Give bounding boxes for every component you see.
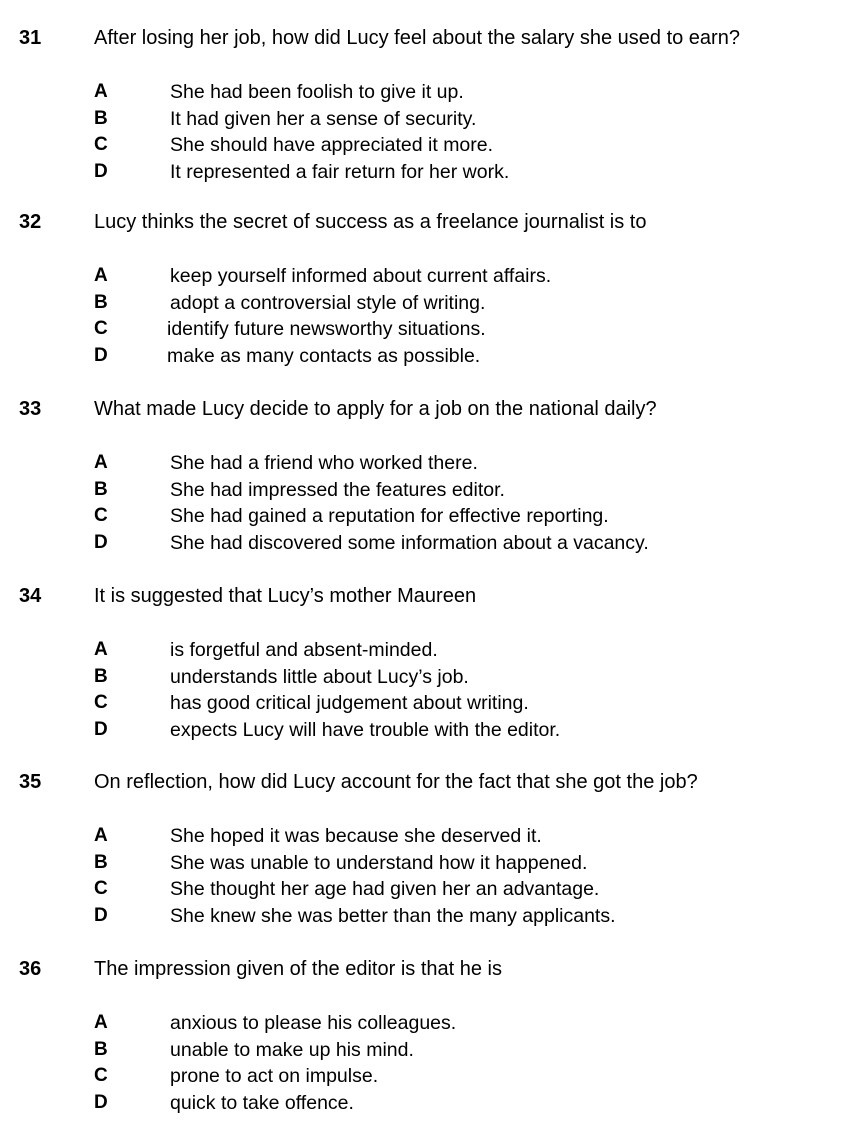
option-b[interactable]	[0, 664, 864, 691]
option-letter: C	[94, 692, 108, 713]
option-d[interactable]	[0, 159, 864, 186]
option-c[interactable]	[0, 132, 864, 159]
option-letter: D	[94, 531, 108, 553]
option-letter: B	[94, 851, 108, 873]
option-letter: C	[94, 878, 108, 899]
option-text: prone to act on impulse.	[170, 1065, 379, 1087]
option-a[interactable]	[0, 637, 864, 664]
question-number: 33	[19, 398, 42, 420]
option-letter: A	[94, 265, 108, 286]
option-letter: A	[94, 825, 108, 846]
option-a[interactable]	[0, 1010, 864, 1037]
answer-options	[0, 637, 864, 743]
question-stem: Lucy thinks the secret of success as a freelance journalist is to	[94, 211, 647, 233]
option-text: It represented a fair return for her work.	[170, 160, 510, 183]
option-text: adopt a controversial style of writing.	[170, 291, 486, 314]
question-number: 31	[19, 27, 42, 49]
question-stem: The impression given of the editor is that he is	[94, 958, 502, 980]
question-number: 35	[19, 771, 42, 793]
option-b[interactable]	[0, 106, 864, 133]
question-number: 32	[19, 211, 42, 233]
question-number: 34	[19, 585, 42, 607]
option-b[interactable]	[0, 290, 864, 317]
option-text: make as many contacts as possible.	[167, 344, 481, 367]
option-letter: D	[94, 904, 108, 926]
question-stem: After losing her job, how did Lucy feel about the salary she used to earn?	[94, 27, 740, 49]
option-letter: D	[94, 160, 108, 182]
option-text: understands little about Lucy’s job.	[170, 665, 469, 688]
option-d[interactable]	[0, 1090, 864, 1117]
option-letter: B	[94, 1038, 108, 1060]
option-letter: A	[94, 81, 108, 102]
option-c[interactable]	[0, 876, 864, 903]
option-a[interactable]	[0, 823, 864, 850]
option-b[interactable]	[0, 850, 864, 877]
question-stem: On reflection, how did Lucy account for the fact that she got the job?	[94, 771, 698, 793]
option-c[interactable]	[0, 503, 864, 530]
question-number: 36	[19, 958, 42, 980]
option-d[interactable]	[0, 903, 864, 930]
option-d[interactable]	[0, 717, 864, 744]
option-letter: A	[94, 452, 108, 473]
option-text: She thought her age had given her an advantage.	[170, 878, 600, 900]
question-stem: It is suggested that Lucy’s mother Maureen	[94, 585, 477, 607]
option-a[interactable]	[0, 450, 864, 477]
option-letter: C	[94, 1065, 108, 1086]
answer-options	[0, 823, 864, 929]
option-d[interactable]	[0, 530, 864, 557]
option-text: identify future newsworthy situations.	[167, 318, 486, 340]
option-b[interactable]	[0, 1037, 864, 1064]
answer-options	[0, 450, 864, 556]
option-letter: C	[94, 134, 108, 155]
option-text: She had discovered some information about a vacancy.	[170, 531, 649, 554]
option-text: is forgetful and absent-minded.	[170, 639, 438, 661]
option-text: unable to make up his mind.	[170, 1038, 414, 1061]
option-text: It had given her a sense of security.	[170, 107, 477, 130]
option-letter: A	[94, 639, 108, 660]
option-text: She had been foolish to give it up.	[170, 81, 464, 103]
option-letter: D	[94, 718, 108, 740]
option-letter: B	[94, 107, 108, 129]
option-letter: B	[94, 291, 108, 313]
option-letter: B	[94, 665, 108, 687]
option-text: She knew she was better than the many applicants.	[170, 904, 616, 927]
option-text: quick to take offence.	[170, 1091, 354, 1114]
option-text: has good critical judgement about writing.	[170, 692, 529, 714]
option-letter: C	[94, 505, 108, 526]
option-letter: C	[94, 318, 108, 339]
option-text: keep yourself informed about current affairs.	[170, 265, 552, 287]
option-c[interactable]	[0, 1063, 864, 1090]
answer-options	[0, 263, 864, 369]
option-text: She had impressed the features editor.	[170, 478, 505, 501]
answer-options	[0, 79, 864, 185]
option-a[interactable]	[0, 79, 864, 106]
option-text: She had a friend who worked there.	[170, 452, 478, 474]
option-text: She should have appreciated it more.	[170, 134, 494, 156]
answer-options	[0, 1010, 864, 1116]
option-text: She hoped it was because she deserved it.	[170, 825, 542, 847]
option-letter: A	[94, 1012, 108, 1033]
option-a[interactable]	[0, 263, 864, 290]
option-letter: D	[94, 344, 108, 366]
option-b[interactable]	[0, 477, 864, 504]
option-d[interactable]	[0, 343, 864, 370]
option-text: She had gained a reputation for effective reporting.	[170, 505, 609, 527]
question-stem: What made Lucy decide to apply for a job on the national daily?	[94, 398, 657, 420]
option-letter: B	[94, 478, 108, 500]
option-c[interactable]	[0, 316, 864, 343]
option-text: expects Lucy will have trouble with the editor.	[170, 718, 561, 741]
option-c[interactable]	[0, 690, 864, 717]
option-text: anxious to please his colleagues.	[170, 1012, 457, 1034]
option-letter: D	[94, 1091, 108, 1113]
option-text: She was unable to understand how it happened.	[170, 851, 588, 874]
